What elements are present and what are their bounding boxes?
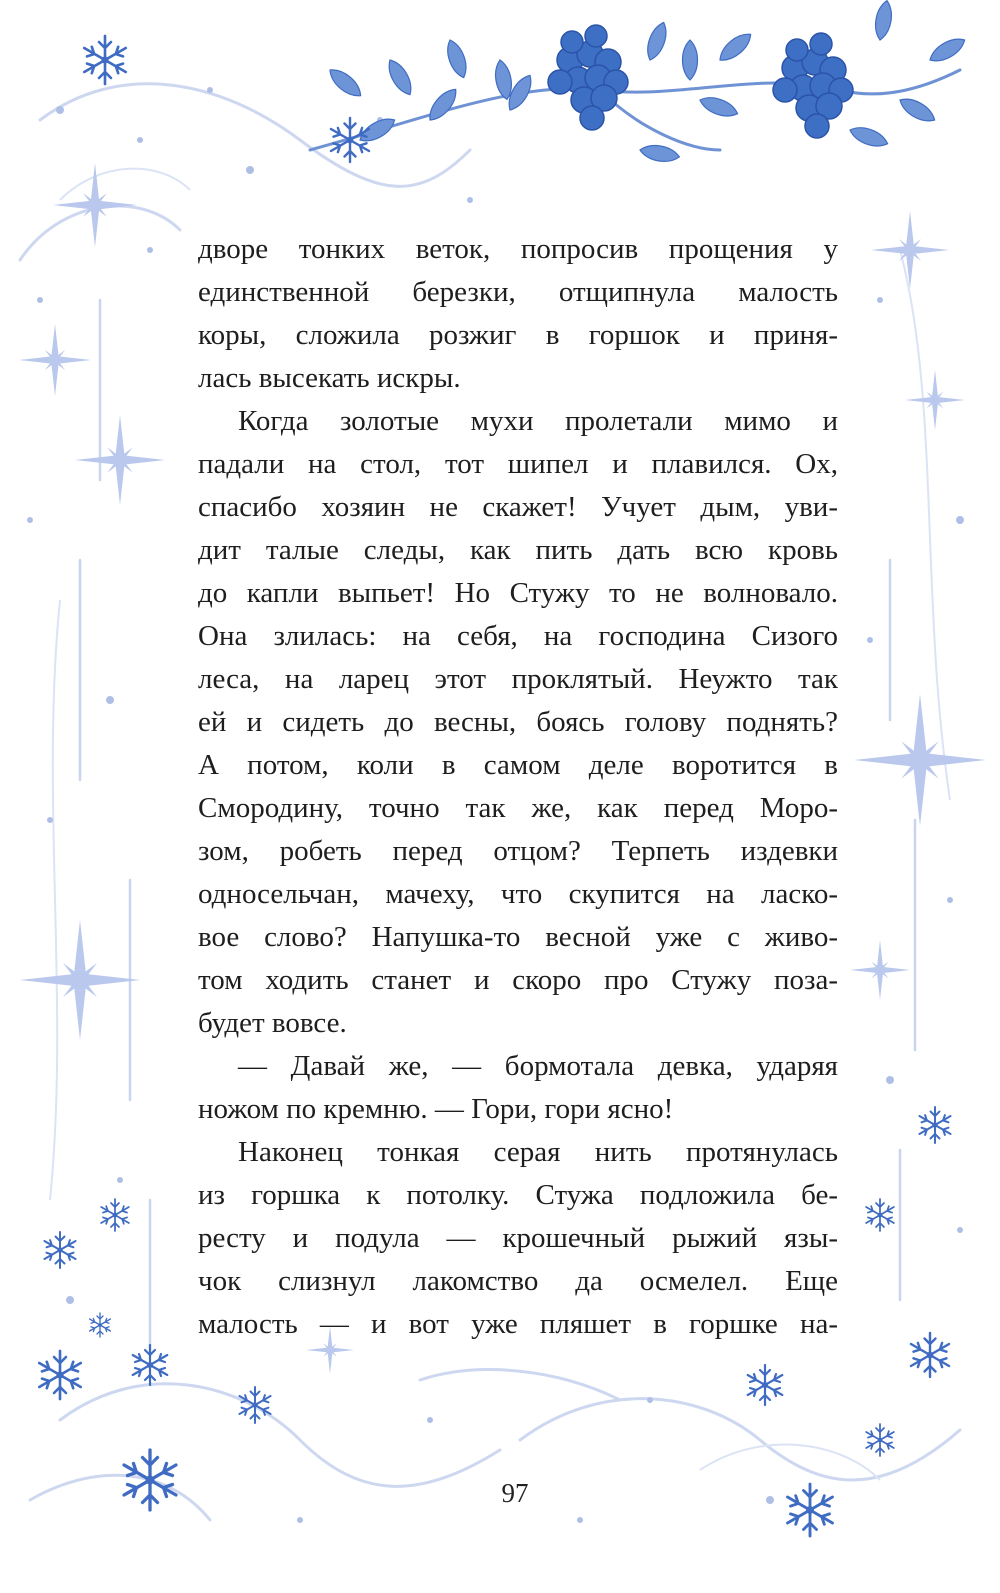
- text-line: будет вовсе.: [198, 1007, 347, 1039]
- text-line: ножом по кремню. — Гори, гори ясно!: [198, 1093, 674, 1125]
- text-line: ресту и подула — крошечный рыжий язы-: [198, 1222, 838, 1254]
- text-line: спасибо хозяин не скажет! Учует дым, уви-: [198, 491, 838, 523]
- text-line: Наконец тонкая серая нить протянулась: [238, 1136, 838, 1168]
- text-line: дит талые следы, как пить дать всю кровь: [198, 534, 838, 566]
- page-number: 97: [501, 1478, 529, 1508]
- text-line: Когда золотые мухи пролетали мимо и: [238, 405, 838, 437]
- text-line: из горшка к потолку. Стужа подложила бе-: [198, 1179, 838, 1211]
- text-line: падали на стол, тот шипел и плавился. Ох,: [198, 448, 838, 480]
- text-line: вое слово? Напушка-то весной уже с живо-: [198, 921, 838, 953]
- text-line: единственной березки, отщипнула малость: [198, 276, 838, 308]
- text-line: леса, на ларец этот проклятый. Неужто так: [198, 663, 838, 695]
- page-text: [198, 228, 838, 1346]
- text-line: Она злилась: на себя, на господина Сизого: [198, 620, 838, 652]
- rowan-berry-cluster-icon: [548, 25, 853, 138]
- text-line: том ходить станет и скоро про Стужу поза-: [198, 964, 838, 996]
- text-line: зом, робеть перед отцом? Терпеть издевки: [198, 835, 838, 867]
- text-line: малость — и вот уже пляшет в горшке на-: [198, 1308, 838, 1340]
- text-line: — Давай же, — бормотала девка, ударяя: [238, 1050, 838, 1082]
- text-line: лась высекать искры.: [198, 362, 461, 394]
- text-line: дворе тонких веток, попросив прощения у: [198, 233, 838, 265]
- text-line: чок слизнул лакомство да осмелел. Еще: [198, 1265, 838, 1297]
- text-line: односельчан, мачеху, что скупится на ласко-: [198, 878, 838, 910]
- text-line: до капли выпьет! Но Стужу то не волновало.: [198, 577, 838, 609]
- text-line: Смородину, точно так же, как перед Моро-: [198, 792, 838, 824]
- text-line: коры, сложила розжиг в горшок и приня-: [198, 319, 838, 351]
- text-line: ей и сидеть до весны, боясь голову поднять?: [198, 706, 838, 738]
- text-line: А потом, коли в самом деле воротится в: [198, 749, 838, 781]
